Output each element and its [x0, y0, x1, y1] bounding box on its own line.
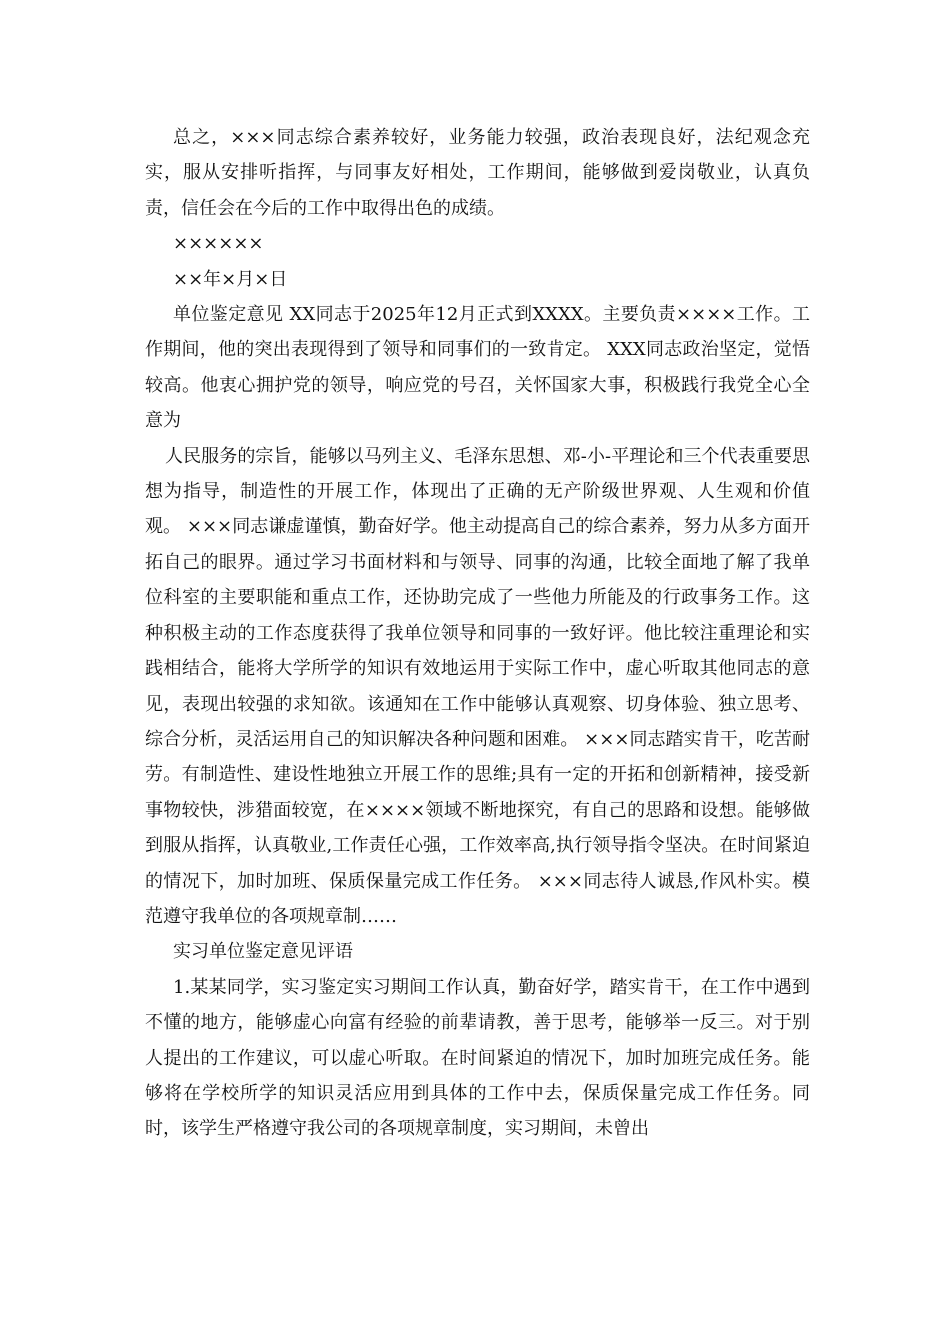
paragraph-internship-comment-1: 1.某某同学，实习鉴定实习期间工作认真，勤奋好学，踏实肯干，在工作中遇到不懂的地方，能够虚心向富有经验的前辈请教，善于思考，能够举一反三。对于别人提出的工作建议，可以虚心听取。在时间紧迫的情况下，加时加班完成任务。能够将在学校所学的知识灵活应用到具体的工作中去，保质保量完成工作任务。同时，该学生严格遵守我公司的各项规章制度，实习期间，未曾出: [145, 976, 810, 1140]
signature-date: ××年×月×日: [173, 268, 288, 290]
document-body: [145, 120, 810, 1147]
paragraph-unit-opinion-continued: 人民服务的宗旨，能够以马列主义、毛泽东思想、邓-小-平理论和三个代表重要思想为指导，制造性的开展工作，体现出了正确的无产阶级世界观、人生观和价值观。 ×××同志谦虚谨慎，勤奋好学。他主动提高自己的综合素养，努力从多方面开拓自己的眼界。通过学习书面材料和与领导、同事的沟通，比较全面地了解了我单位科室的主要职能和重点工作，还协助完成了一些他力所能及的行政事务工作。这种积极主动的工作态度获得了我单位领导和同事的一致好评。他比较注重理论和实践相结合，能将大学所学的知识有效地运用于实际工作中，虚心听取其他同志的意见，表现出较强的求知欲。该通知在工作中能够认真观察、切身体验、独立思考、综合分析，灵活运用自己的知识解决各种问题和困难。 ×××同志踏实肯干，吃苦耐劳。有制造性、建设性地独立开展工作的思维;具有一定的开拓和创新精神，接受新事物较快，涉猎面较宽，在××××领域不断地探究，有自己的思路和设想。能够做到服从指挥，认真敬业,工作责任心强，工作效率高,执行领导指令坚决。在时间紧迫的情况下，加时加班、保质保量完成工作任务。 ×××同志待人诚恳,作风朴实。模范遵守我单位的各项规章制……: [145, 445, 810, 927]
signature-name: ××××××: [173, 233, 264, 255]
paragraph-summary: 总之，×××同志综合素养较好，业务能力较强，政治表现良好，法纪观念充实，服从安排听指挥，与同事友好相处，工作期间，能够做到爱岗敬业，认真负责，信任会在今后的工作中取得出色的成绩。: [145, 127, 810, 219]
paragraph-unit-opinion: 单位鉴定意见 XX同志于2025年12月正式到XXXX。主要负责××××工作。工作期间，他的突出表现得到了领导和同事们的一致肯定。 XXX同志政治坚定，觉悟较高。他衷心拥护党的领导，响应党的号召，关怀国家大事，积极践行我党全心全意为: [145, 304, 810, 432]
section-heading-internship: 实习单位鉴定意见评语: [173, 941, 353, 963]
